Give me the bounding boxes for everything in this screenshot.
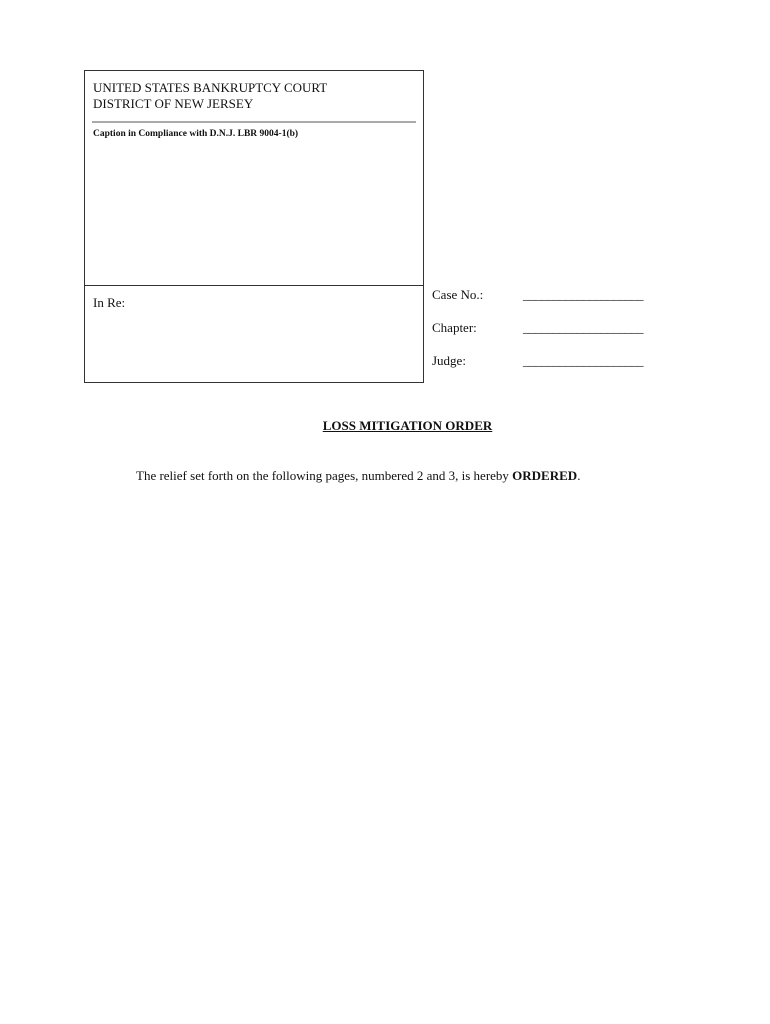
court-name: [93, 80, 327, 112]
court-header-rule: [92, 121, 416, 123]
caption-compliance-note: Caption in Compliance with D.N.J. LBR 9004-1(b): [93, 129, 299, 139]
chapter-label: Chapter:: [432, 320, 477, 335]
court-name-line-2: DISTRICT OF NEW JERSEY: [93, 96, 254, 111]
chapter-row: [432, 320, 672, 353]
caption-divider: [85, 285, 423, 286]
case-no-label: Case No.:: [432, 287, 484, 302]
judge-label: Judge:: [432, 353, 466, 368]
caption-box: [84, 70, 424, 383]
chapter-field[interactable]: ____________________: [523, 320, 643, 335]
order-body-emphasis: ORDERED: [512, 468, 578, 483]
in-re-label: In Re:: [93, 295, 126, 310]
judge-field[interactable]: ____________________: [523, 353, 643, 368]
case-info-block: [432, 287, 672, 386]
order-body-text: The relief set forth on the following pages, numbered 2 and 3, is hereby: [136, 468, 513, 483]
court-name-line-1: UNITED STATES BANKRUPTCY COURT: [93, 80, 328, 95]
order-title: LOSS MITIGATION ORDER: [322, 418, 493, 433]
order-body-end: .: [577, 468, 581, 483]
order-body-paragraph: [136, 468, 580, 484]
case-no-field[interactable]: ____________________: [523, 287, 643, 302]
judge-row: [432, 353, 672, 386]
case-no-row: [432, 287, 672, 320]
